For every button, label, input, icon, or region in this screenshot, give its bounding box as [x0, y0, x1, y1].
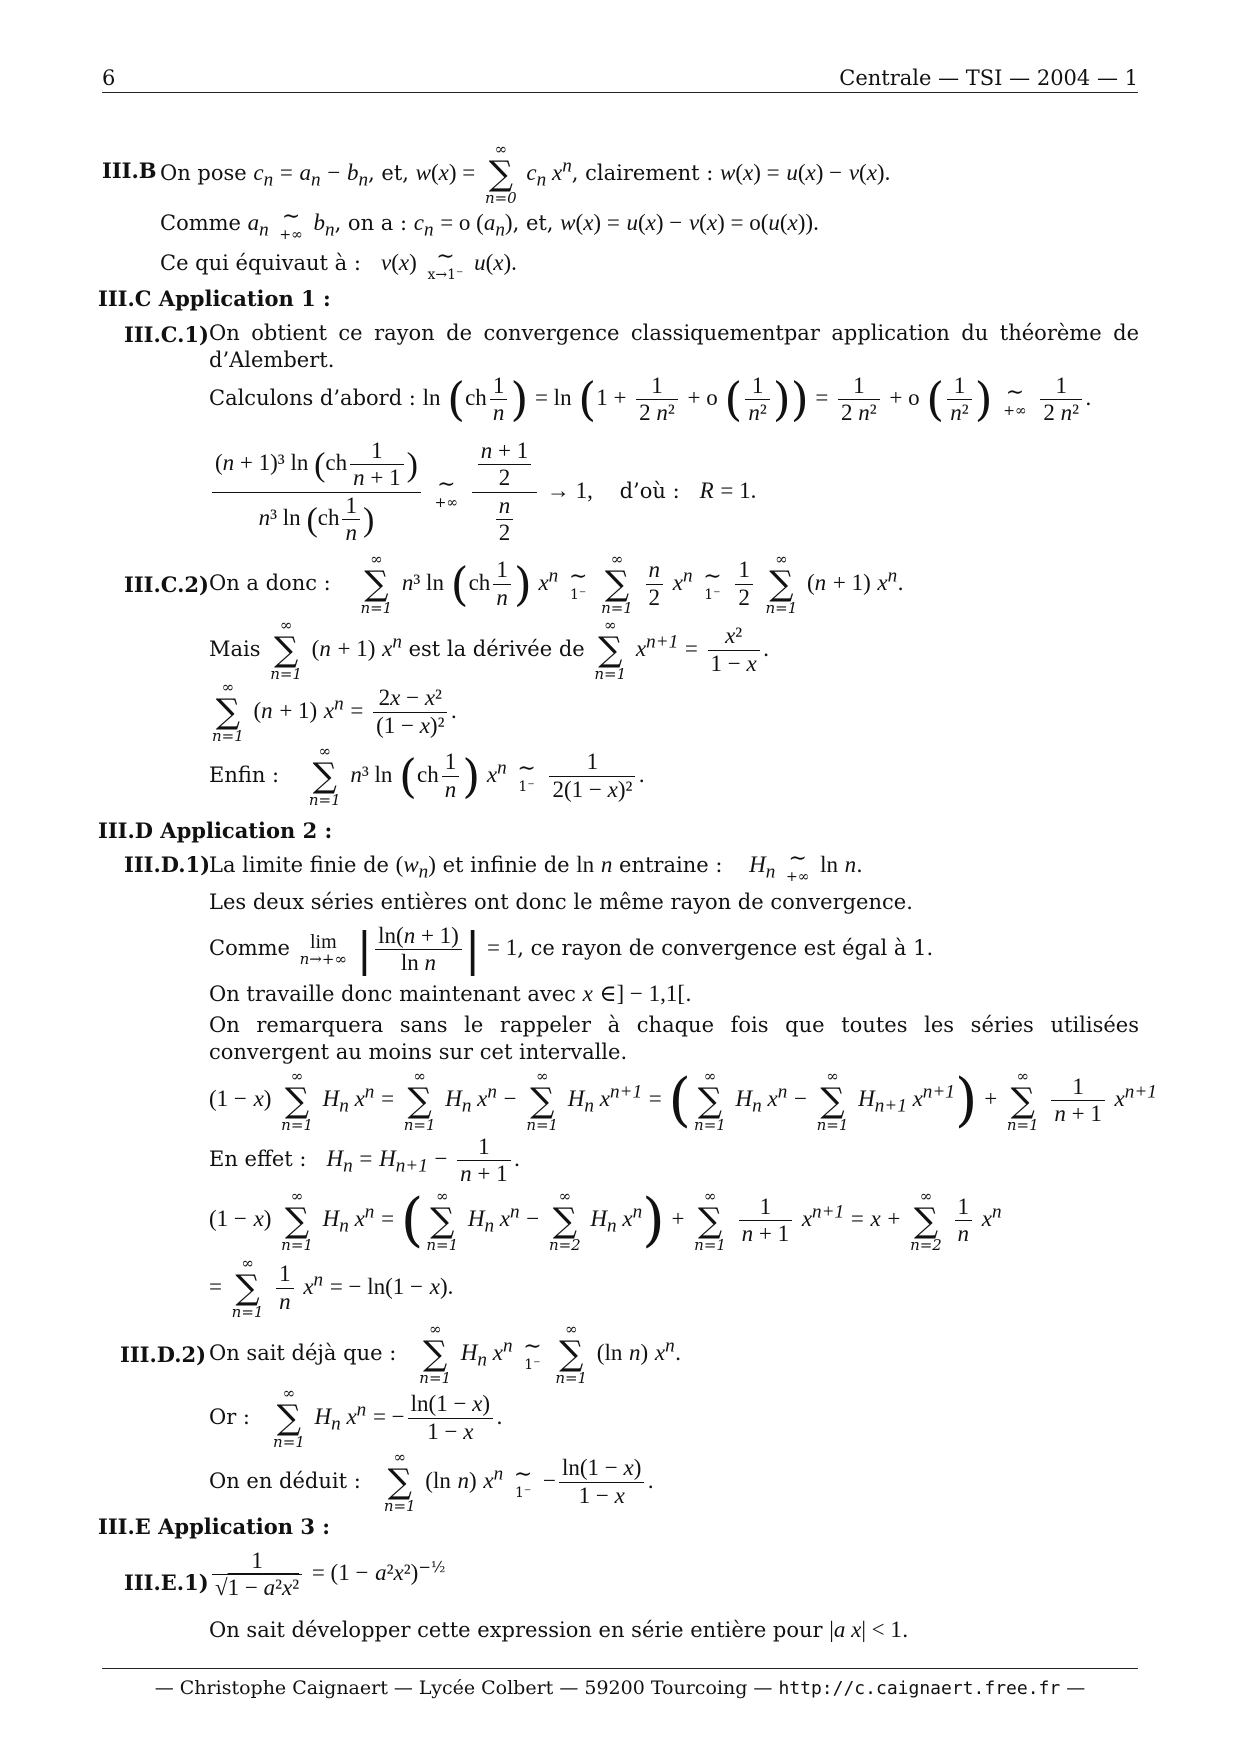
section-title-IIIC: III.C Application 1 : — [98, 286, 331, 311]
IIIE1-text: On sait développer cette expression en série entière pour |a x| < 1. — [209, 1617, 909, 1642]
IIIC2-line1: On a donc : ∞ ∑ n=1 n³ ln (ch $\frac{1}{n}$ ) $x^n$ ∼ 1⁻ ∞ ∑ n=1 $\frac{n}{2}$ $x^n$ ∼ 1⁻ $\frac{1}{2}$ ∞ ∑ n=1 (n + 1) $x^n$. — [209, 550, 904, 617]
IIID1-eq3: = ∞ ∑ n=1 $\frac{1}{n}$ $x^n$ = − ln(1 − x). — [209, 1254, 454, 1321]
footer-text: — Christophe Caignaert — Lycée Colbert — 59200 Tourcoing — — [154, 1677, 773, 1699]
label-IIIE1: III.E.1) — [124, 1570, 209, 1595]
IIID1-line2: Les deux séries entières ont donc le même rayon de convergence. — [209, 890, 913, 914]
label-IIID1: III.D.1) — [124, 852, 211, 877]
IIID1-effet: En effet : $H_n = H_{n+1}$ − $\frac{1}{n + 1}$ . — [209, 1134, 521, 1187]
IIID1-eq1: (1 − x) ∞ ∑ n=1 $H_n$ $x^n$ = ∞ ∑ n=1 $H_n$ $x^n$ − ∞ ∑ n=1 $H_n$ $x^{n+1}$ = ( ∞ ∑ n=1 $H_n$ $x^n$ − ∞ ∑ n=1 $H_{n+1}$ $x^{n+1}$) + ∞ ∑ n=1 $\frac{1}{n + 1}$ $x^{n+1}$ — [209, 1066, 1157, 1134]
footer-end: — — [1066, 1677, 1086, 1699]
IIIC2-line4: Enfin : ∞ ∑ n=1 n³ ln (ch $\frac{1}{n}$ ) $x^n$ ∼ 1⁻ $\frac{1}{\text{2(1 − x)²}}$ . — [209, 742, 646, 809]
IIIC1-calc: Calculons d’abord : ln (ch $\frac{1}{n}$ ) = ln (1 + $\frac{1}{\text{2 n²}}$ + o ( $\frac{1}{\text{n²}}$ )) = $\frac{1}{\text{2 n²}}$ + o ( $\frac{1}{\text{n²}}$ ) ∼ +∞ $\frac{1}{\text{2 n²}}$ . — [209, 372, 1092, 426]
IIID1-line3: Comme lim n→+∞ | $\frac{\ln(n + 1)}{\text{ln n}}$ | = 1, ce rayon de convergence est égal à 1. — [209, 922, 934, 976]
IIID1-eq2: (1 − x) ∞ ∑ n=1 $H_n$ $x^n$ = ( ∞ ∑ n=1 $H_n$ $x^n$ − ∞ ∑ n=2 $H_n$ $x^n$) + ∞ ∑ n=1 $\frac{1}{n + 1}$ $x^{n+1} = x$ + ∞ ∑ n=2 $\frac{1}{n}$ $x^n$ — [209, 1186, 1002, 1254]
IIID1-line4: On travaille donc maintenant avec x ∈] − 1,1[. — [209, 981, 692, 1006]
IIIE1-eq: $\frac{1}{\text{√1 − a²x²}}$ = $(1 - a^2x^2)^{-\frac{1}{2}}$ — [209, 1548, 445, 1602]
label-IIIC1: III.C.1) — [124, 322, 209, 347]
running-title: Centrale — TSI — 2004 — 1 — [839, 66, 1138, 90]
footer-url-link[interactable]: http://c.caignaert.free.fr — [778, 1678, 1061, 1699]
IIID1-line5: On remarquera sans le rappeler à chaque fois que toutes les séries utilisées convergent au moins sur cet intervalle. — [209, 1013, 1139, 1065]
IIIB-line1 — [160, 142, 890, 206]
IIIB-line2: Comme $a_n$ ∼ +∞ $b_n$, on a : $c_n = o$ $(a_n)$, et, w(x) = u(x) − v(x) = o(u(x)). — [160, 204, 819, 243]
footer — [102, 1677, 1138, 1699]
IIIC2-line3: ∞ ∑ n=1 (n + 1) $x^n$ = $\frac{\text{2x − x²}}{\text{(1 − x)²}}$ . — [212, 678, 458, 745]
section-title-IIIE: III.E Application 3 : — [98, 1514, 331, 1539]
label-IIIC2: III.C.2) — [124, 572, 209, 597]
IIID2-line1: On sait déjà que : ∞ ∑ n=1 $H_n$ $x^n$ ∼ 1⁻ ∞ ∑ n=1 (ln n) $x^n$. — [209, 1320, 682, 1387]
label-IIID2: III.D.2) — [120, 1342, 207, 1367]
IIIB-line3: Ce qui équivaut à : v(x) ∼ x→1⁻ u(x). — [160, 244, 517, 283]
IIID2-line3: On en déduit : ∞ ∑ n=1 (ln n) $x^n$ ∼ 1⁻ − $\frac{\ln(1 - x)}{1 - x}$ . — [209, 1448, 655, 1515]
IIIC1-ratio: (n + 1)³ ln (ch $\frac{1}{n + 1}$ ) n³ ln (ch $\frac{1}{n}$ ) ∼ +∞ $\frac{\frac{n + 1}{2}}{\frac{n}{2}}$ → 1, d’où : R = 1. — [209, 438, 756, 547]
IIID2-line2: Or : ∞ ∑ n=1 $H_n$ $x^n$ = − $\frac{\ln(1 - x)}{1 - x}$ . — [209, 1384, 503, 1451]
IIIC2-line2: Mais ∞ ∑ n=1 (n + 1) $x^n$ est la dérivée de ∞ ∑ n=1 $x^{n+1}$ = $\frac{\text{x²}}{1 - x}$ . — [209, 616, 770, 683]
section-title-IIID: III.D Application 2 : — [98, 818, 333, 843]
footer-rule — [102, 1668, 1138, 1669]
label-IIIB: III.B — [102, 158, 157, 183]
IIIC1-text: On obtient ce rayon de convergence classiquementpar application du théorème de d’Alembert. — [209, 321, 1139, 373]
IIID1-line1: La limite finie de $(w_n)$ et infinie de ln n entraine : $H_n$ ∼ +∞ ln n. — [209, 846, 863, 885]
IIIB-line1-math: On pose $c_n = a_n - b_n$, et, w(x) = ∞ ∑ n=0 $c_n$ $x^n$, clairement : w(x) = u(x) − v(x). — [160, 140, 891, 207]
header-rule — [102, 92, 1138, 93]
page-number: 6 — [102, 66, 116, 90]
